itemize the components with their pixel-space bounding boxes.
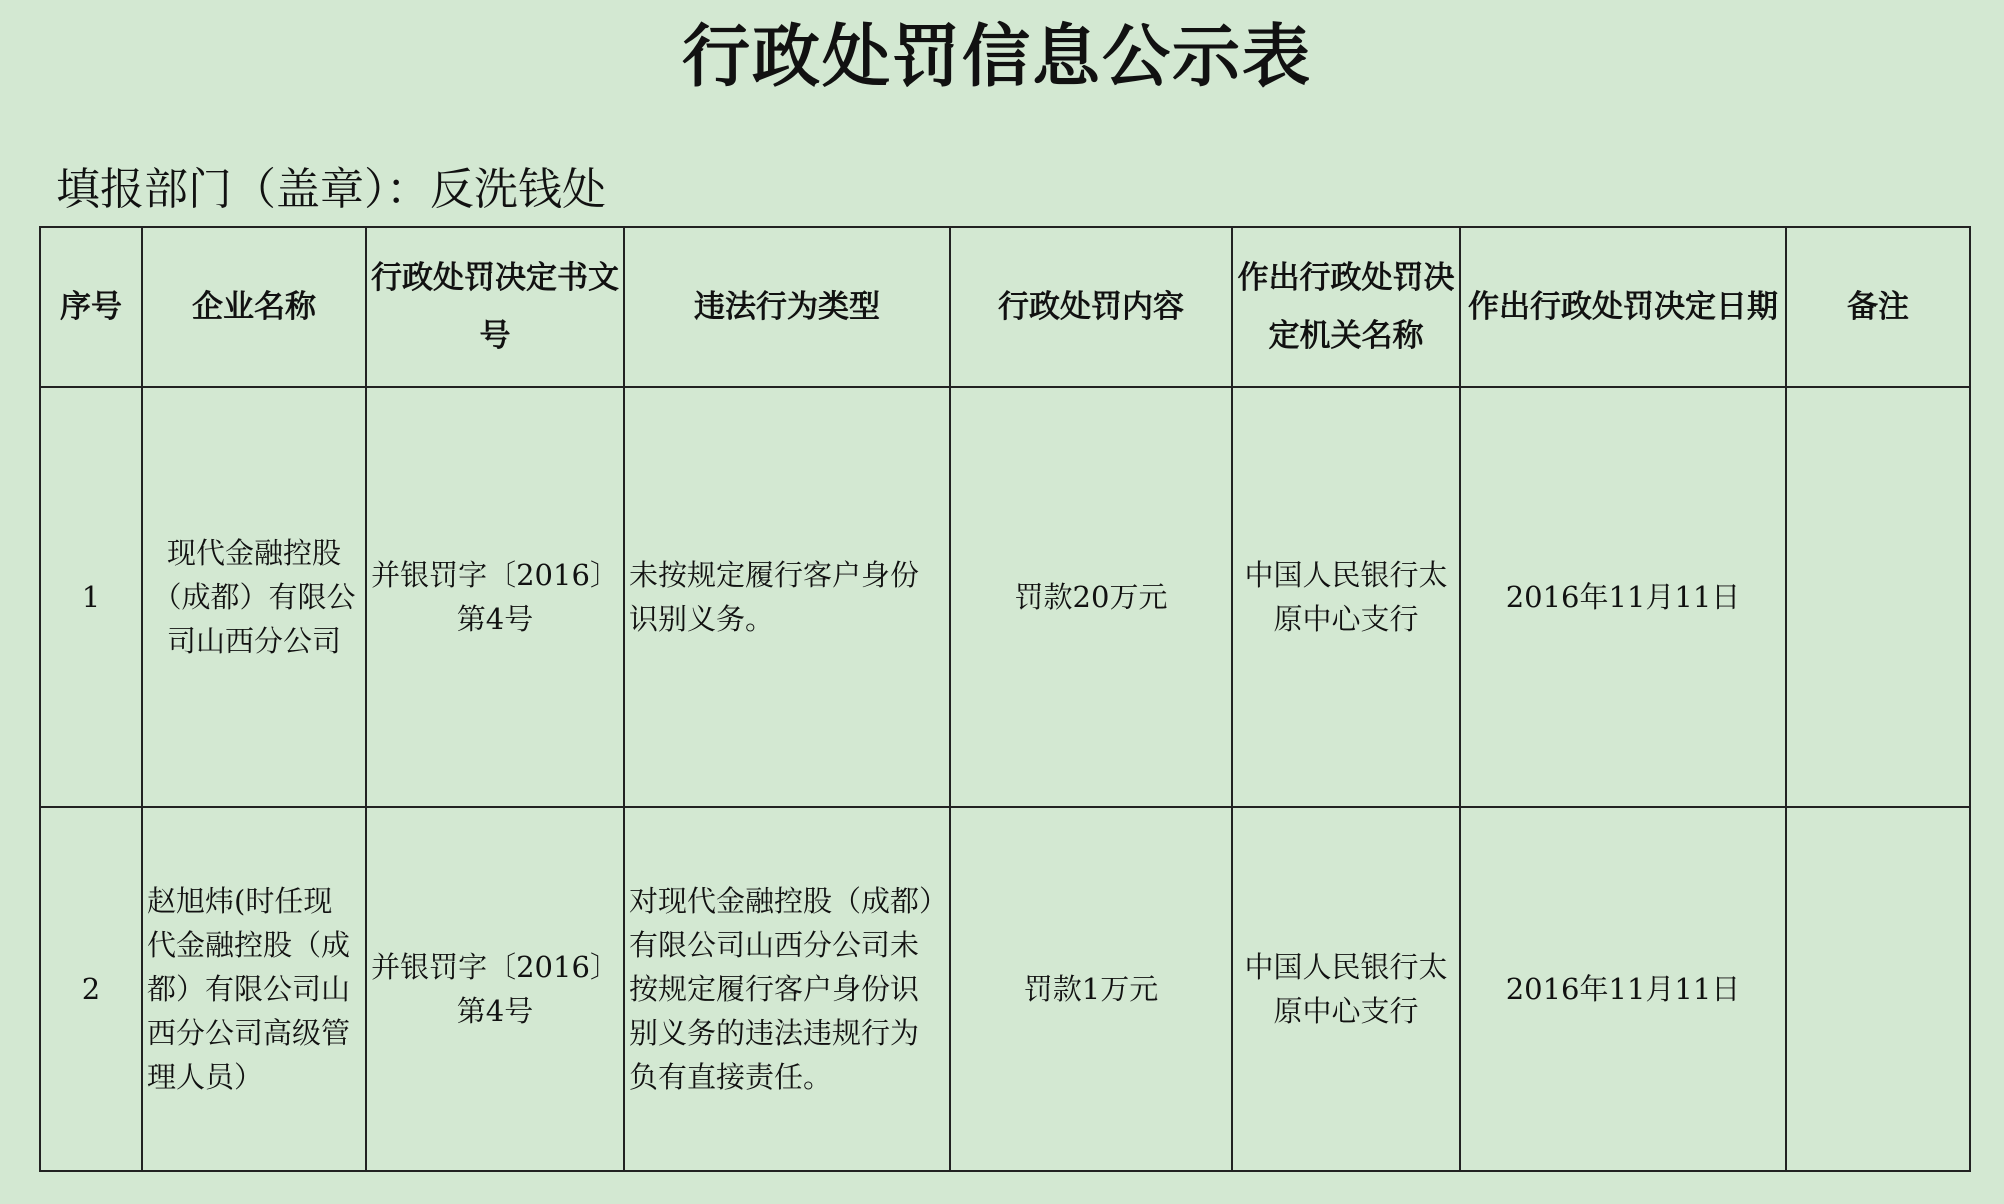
header-doc-no: 行政处罚决定书文号 — [366, 227, 624, 387]
page-title: 行政处罚信息公示表 — [681, 18, 1312, 97]
cell-company: 赵旭炜(时任现代金融控股（成都）有限公司山西分公司高级管理人员） — [142, 807, 366, 1171]
cell-remark — [1786, 387, 1970, 807]
cell-company: 现代金融控股（成都）有限公司山西分公司 — [142, 387, 366, 807]
cell-doc-no: 并银罚字〔2016〕第4号 — [366, 387, 624, 807]
table-row — [40, 807, 1970, 1171]
header-date: 作出行政处罚决定日期 — [1460, 227, 1786, 387]
cell-authority: 中国人民银行太原中心支行 — [1232, 807, 1460, 1171]
table-header-row — [40, 227, 1970, 387]
penalty-table — [39, 226, 1971, 1172]
header-remark: 备注 — [1786, 227, 1970, 387]
cell-violation: 未按规定履行客户身份识别义务。 — [624, 387, 950, 807]
cell-authority: 中国人民银行太原中心支行 — [1232, 387, 1460, 807]
header-company: 企业名称 — [142, 227, 366, 387]
cell-content: 罚款20万元 — [950, 387, 1232, 807]
cell-date: 2016年11月11日 — [1460, 387, 1786, 807]
header-authority: 作出行政处罚决定机关名称 — [1232, 227, 1460, 387]
header-content: 行政处罚内容 — [950, 227, 1232, 387]
header-violation: 违法行为类型 — [624, 227, 950, 387]
table-row — [40, 387, 1970, 807]
cell-seq: 1 — [40, 387, 142, 807]
cell-doc-no: 并银罚字〔2016〕第4号 — [366, 807, 624, 1171]
cell-seq: 2 — [40, 807, 142, 1171]
cell-violation: 对现代金融控股（成都）有限公司山西分公司未按规定履行客户身份识别义务的违法违规行为负有直接责任。 — [624, 807, 950, 1171]
cell-date: 2016年11月11日 — [1460, 807, 1786, 1171]
header-seq: 序号 — [40, 227, 142, 387]
cell-remark — [1786, 807, 1970, 1171]
department-line: 填报部门（盖章）：反洗钱处 — [56, 164, 606, 215]
cell-content: 罚款1万元 — [950, 807, 1232, 1171]
